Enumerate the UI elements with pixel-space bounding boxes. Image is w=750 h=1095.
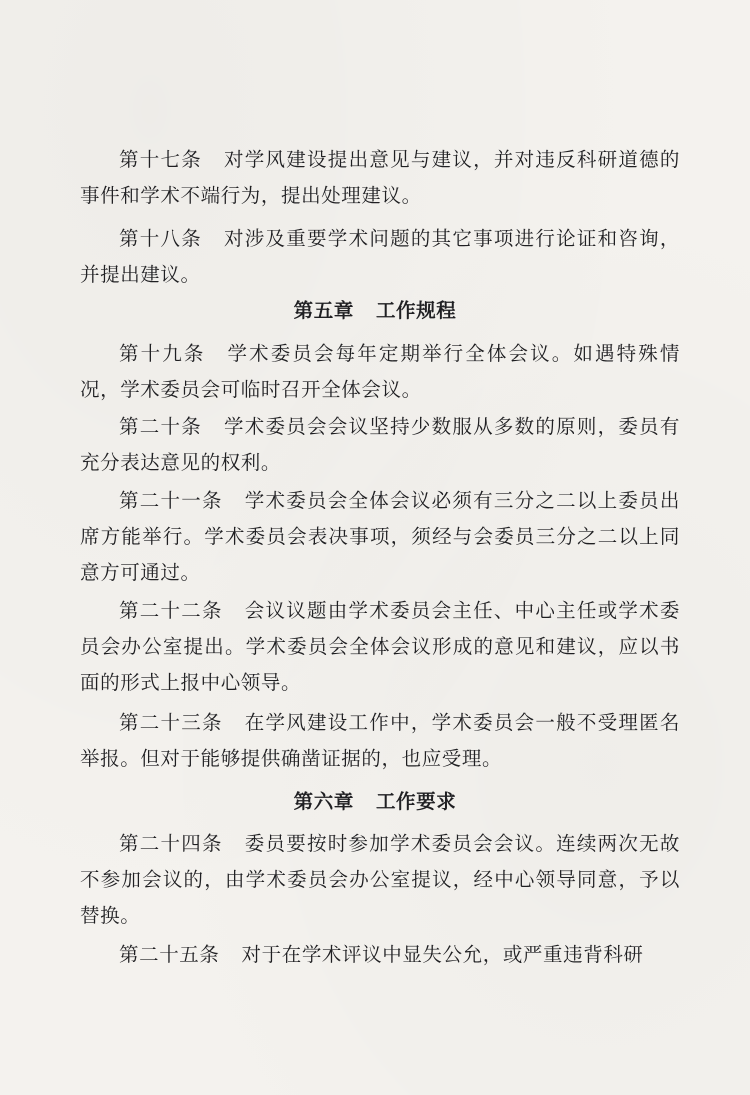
article-number: 第十九条 [119,342,206,365]
article-number: 第二十三条 [119,711,223,734]
article-text: 委员要按时参加学术委员会会议。连续两次无故不参加会议的，由学术委员会办公室提议，经中心领导同意，予以替换。 [80,832,680,927]
article-23 [80,705,680,777]
article-number: 第二十五条 [119,943,220,966]
article-text: 学术委员会全体会议必须有三分之二以上委员出席方能举行。学术委员会表决事项，须经与会委员三分之二以上同意方可通过。 [80,489,680,584]
chapter-number: 第六章 [293,790,354,813]
article-17 [80,142,680,214]
chapter-title: 工作要求 [375,790,457,813]
article-text: 学术委员会会议坚持少数服从多数的原则，委员有充分表达意见的权利。 [80,415,680,474]
article-24 [80,826,680,934]
article-20 [80,409,680,481]
article-text: 会议议题由学术委员会主任、中心主任或学术委员会办公室提出。学术委员会全体会议形成的意见和建议，应以书面的形式上报中心领导。 [80,599,680,694]
article-text: 对于在学术评议中显失公允，或严重违背科研 [241,943,644,966]
chapter-title: 工作规程 [375,299,457,322]
article-text: 对学风建设提出意见与建议，并对违反科研道德的事件和学术不端行为，提出处理建议。 [80,148,680,207]
article-19 [80,336,680,408]
article-number: 第十七条 [119,148,203,171]
article-22 [80,593,680,701]
article-21 [80,483,680,591]
article-25 [80,937,680,973]
article-18 [80,221,680,293]
article-number: 第十八条 [119,227,203,250]
chapter-heading [0,293,750,329]
chapter-number: 第五章 [293,299,354,322]
article-number: 第二十二条 [119,599,223,622]
chapter-heading [0,784,750,820]
article-text: 学术委员会每年定期举行全体会议。如遇特殊情况，学术委员会可临时召开全体会议。 [80,342,680,401]
article-number: 第二十条 [119,415,203,438]
article-number: 第二十一条 [119,489,223,512]
article-text: 在学风建设工作中，学术委员会一般不受理匿名举报。但对于能够提供确凿证据的，也应受理。 [80,711,680,770]
article-number: 第二十四条 [119,832,223,855]
article-text: 对涉及重要学术问题的其它事项进行论证和咨询，并提出建议。 [80,227,680,286]
